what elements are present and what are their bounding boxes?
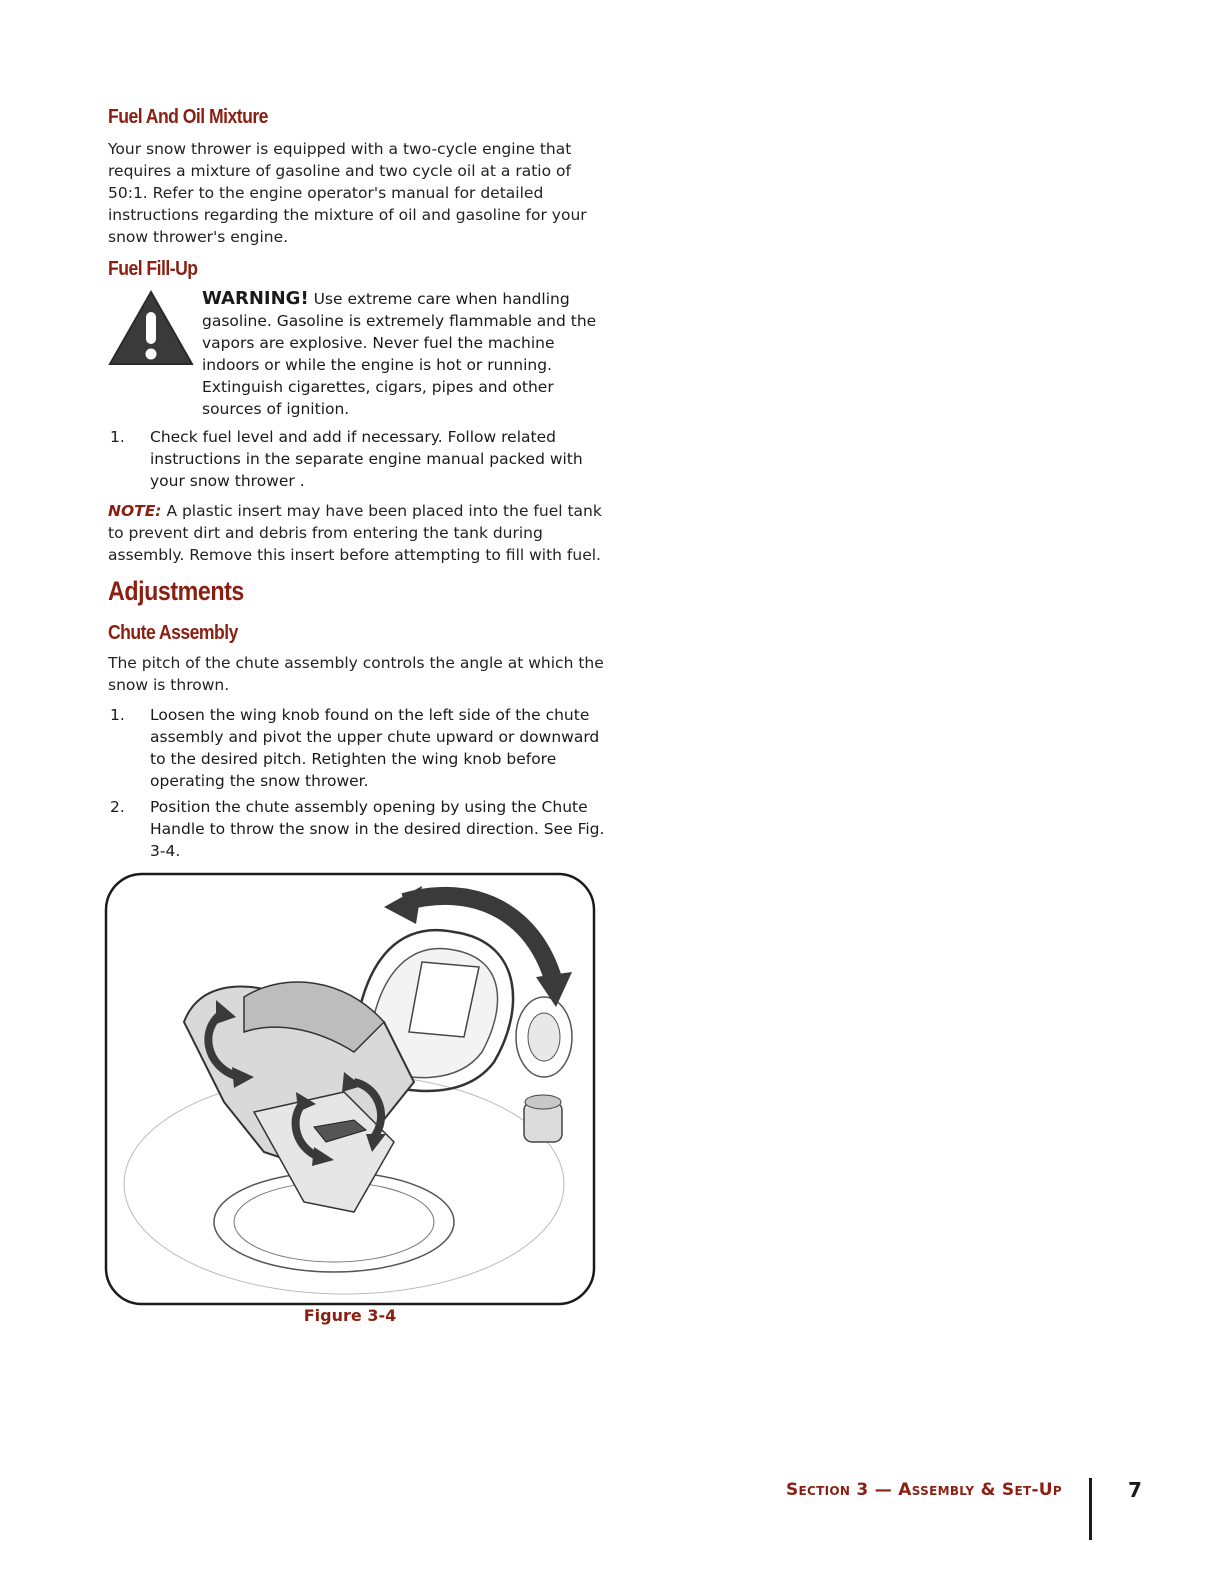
chute-step-1: [108, 704, 608, 792]
fuel-oil-body: Your snow thrower is equipped with a two-cycle engine that requires a mixture of gasoline and two cycle oil at a ratio of 50:1. Refer to the engine operator's manual for detailed instructions regarding the mixture of oil and gasoline for your snow thrower's engine.: [108, 140, 587, 246]
note-label: NOTE:: [108, 502, 162, 520]
heading-fuel-oil-mixture: Fuel And Oil Mixture: [108, 106, 268, 128]
step-text: Position the chute assembly opening by using the Chute Handle to throw the snow in the desired direction. See Fig. 3-4.: [150, 798, 605, 860]
step-number: 2.: [110, 798, 125, 816]
note-text: A plastic insert may have been placed into the fuel tank to prevent dirt and debris from entering the tank during assembly. Remove this insert before attempting to fill with fuel.: [108, 502, 602, 564]
chute-body: The pitch of the chute assembly controls the angle at which the snow is thrown.: [108, 654, 604, 694]
warning-body: Use extreme care when handling gasoline. Gasoline is extremely flammable and the vapors are explosive. Never fuel the machine indoors or while the engine is hot or running. Extinguish cigarettes, cigars, pipes and other sources of ignition.: [202, 290, 597, 418]
page-number: 7: [1128, 1478, 1142, 1502]
footer-divider: [1089, 1478, 1092, 1540]
step-number: 1.: [110, 706, 125, 724]
paragraph-chute-assembly: [108, 652, 608, 696]
heading-fuel-fill-up: Fuel Fill-Up: [108, 258, 198, 280]
heading-chute-assembly: Chute Assembly: [108, 622, 238, 644]
step-text: Check fuel level and add if necessary. Follow related instructions in the separate engine manual packed with your snow thrower .: [150, 428, 583, 490]
step-text: Loosen the wing knob found on the left side of the chute assembly and pivot the upper chute upward or downward to the desired pitch. Retighten the wing knob before operating the snow thrower.: [150, 706, 600, 790]
page-footer: [785, 1478, 1110, 1514]
warning-text: [202, 288, 602, 420]
chute-assembly-illustration: [104, 872, 596, 1306]
warning-triangle-icon: [108, 288, 194, 368]
footer-section-title: Section 3 — Assembly & Set-Up: [785, 1480, 1062, 1500]
note-block: [108, 500, 608, 566]
figure-caption: Figure 3-4: [303, 1306, 397, 1325]
fuel-step-1: [108, 426, 608, 492]
paragraph-fuel-oil-mixture: [108, 138, 608, 248]
step-number: 1.: [110, 428, 125, 446]
heading-adjustments: Adjustments: [108, 576, 244, 606]
warning-label: WARNING!: [202, 288, 309, 309]
chute-step-2: [108, 796, 608, 862]
